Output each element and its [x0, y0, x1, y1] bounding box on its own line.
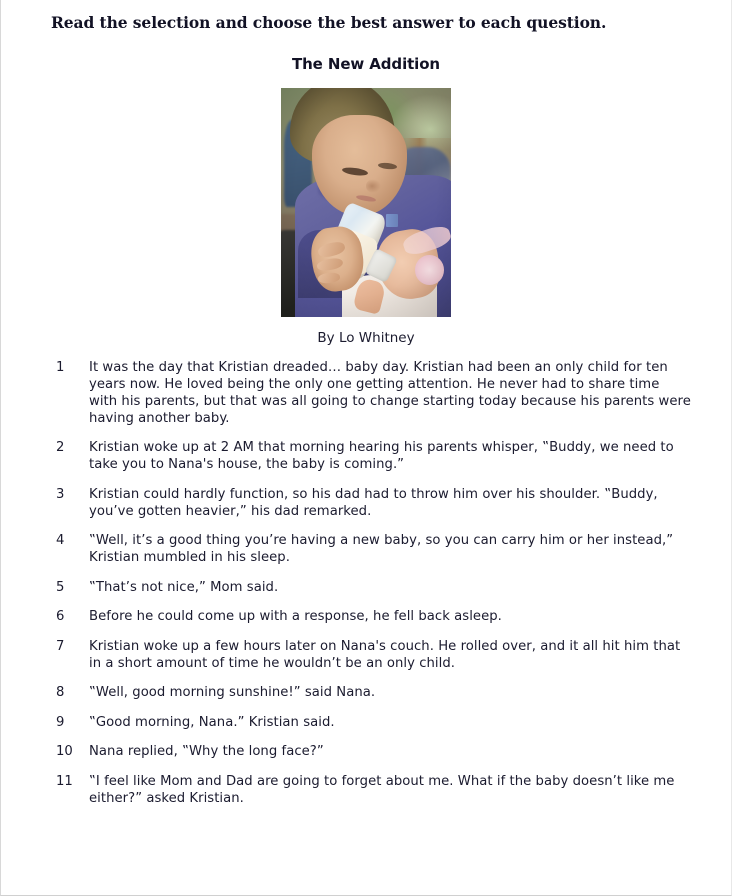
paragraph-text: ‟I feel like Mom and Dad are going to forget about me. What if the baby doesn’t like me either?” asked Kristian.	[89, 773, 675, 806]
paragraph-number: 5	[56, 579, 65, 595]
paragraph-number: 4	[56, 533, 65, 549]
photo-vignette	[281, 88, 451, 317]
paragraph-text: ‟Well, good morning sunshine!” said Nana.	[89, 685, 376, 701]
story-paragraph	[56, 608, 691, 625]
story-paragraph	[56, 532, 691, 566]
paragraph-text: Kristian woke up a few hours later on Nana's couch. He rolled over, and it all hit him that in a short amount of time he wouldn’t be an only child.	[89, 638, 681, 671]
story-paragraph	[56, 684, 691, 701]
story-paragraph	[56, 439, 691, 473]
paragraph-text: Before he could come up with a response, he fell back asleep.	[89, 609, 502, 625]
story-paragraph	[56, 773, 691, 807]
paragraph-text: ‟Well, it’s a good thing you’re having a new baby, so you can carry him or her instead,” Kristian mumbled in his sleep.	[89, 533, 674, 566]
paragraph-number: 7	[56, 638, 65, 654]
paragraph-text: Nana replied, ‟Why the long face?”	[89, 744, 324, 760]
paragraph-number: 9	[56, 714, 65, 730]
story-photo	[281, 88, 451, 317]
instruction-heading: Read the selection and choose the best answer to each question.	[51, 13, 607, 32]
paragraph-number: 8	[56, 685, 65, 701]
story-paragraph	[56, 714, 691, 731]
paragraph-number: 2	[56, 440, 65, 456]
paragraph-number: 11	[56, 773, 73, 789]
paragraph-number: 3	[56, 486, 65, 502]
story-byline: By Lo Whitney	[317, 329, 415, 346]
paragraph-text: It was the day that Kristian dreaded… baby day. Kristian had been an only child for ten years now. He loved being the only one getting attention. He never had to share time with his parents, but that was all going to change starting today because his parents were having another baby.	[89, 359, 691, 426]
story-paragraph	[56, 743, 691, 760]
paragraph-text: ‟That’s not nice,” Mom said.	[89, 579, 279, 595]
page-title: The New Addition	[291, 54, 441, 73]
story-figure	[1, 88, 731, 317]
paragraph-number: 6	[56, 609, 65, 625]
paragraph-text: Kristian could hardly function, so his dad had to throw him over his shoulder. ‟Buddy, you’ve gotten heavier,” his dad remarked.	[89, 486, 658, 519]
paragraph-text: ‟Good morning, Nana.” Kristian said.	[89, 714, 335, 730]
paragraph-text: Kristian woke up at 2 AM that morning hearing his parents whisper, ‟Buddy, we need to take you to Nana's house, the baby is coming.”	[89, 440, 674, 473]
paragraph-number: 1	[56, 359, 65, 375]
story-paragraph	[56, 486, 691, 520]
paragraph-number: 10	[56, 744, 73, 760]
story-paragraph	[56, 359, 691, 427]
worksheet-page	[1, 0, 731, 895]
story-body	[1, 346, 731, 807]
story-paragraph	[56, 638, 691, 672]
story-paragraph	[56, 579, 691, 596]
